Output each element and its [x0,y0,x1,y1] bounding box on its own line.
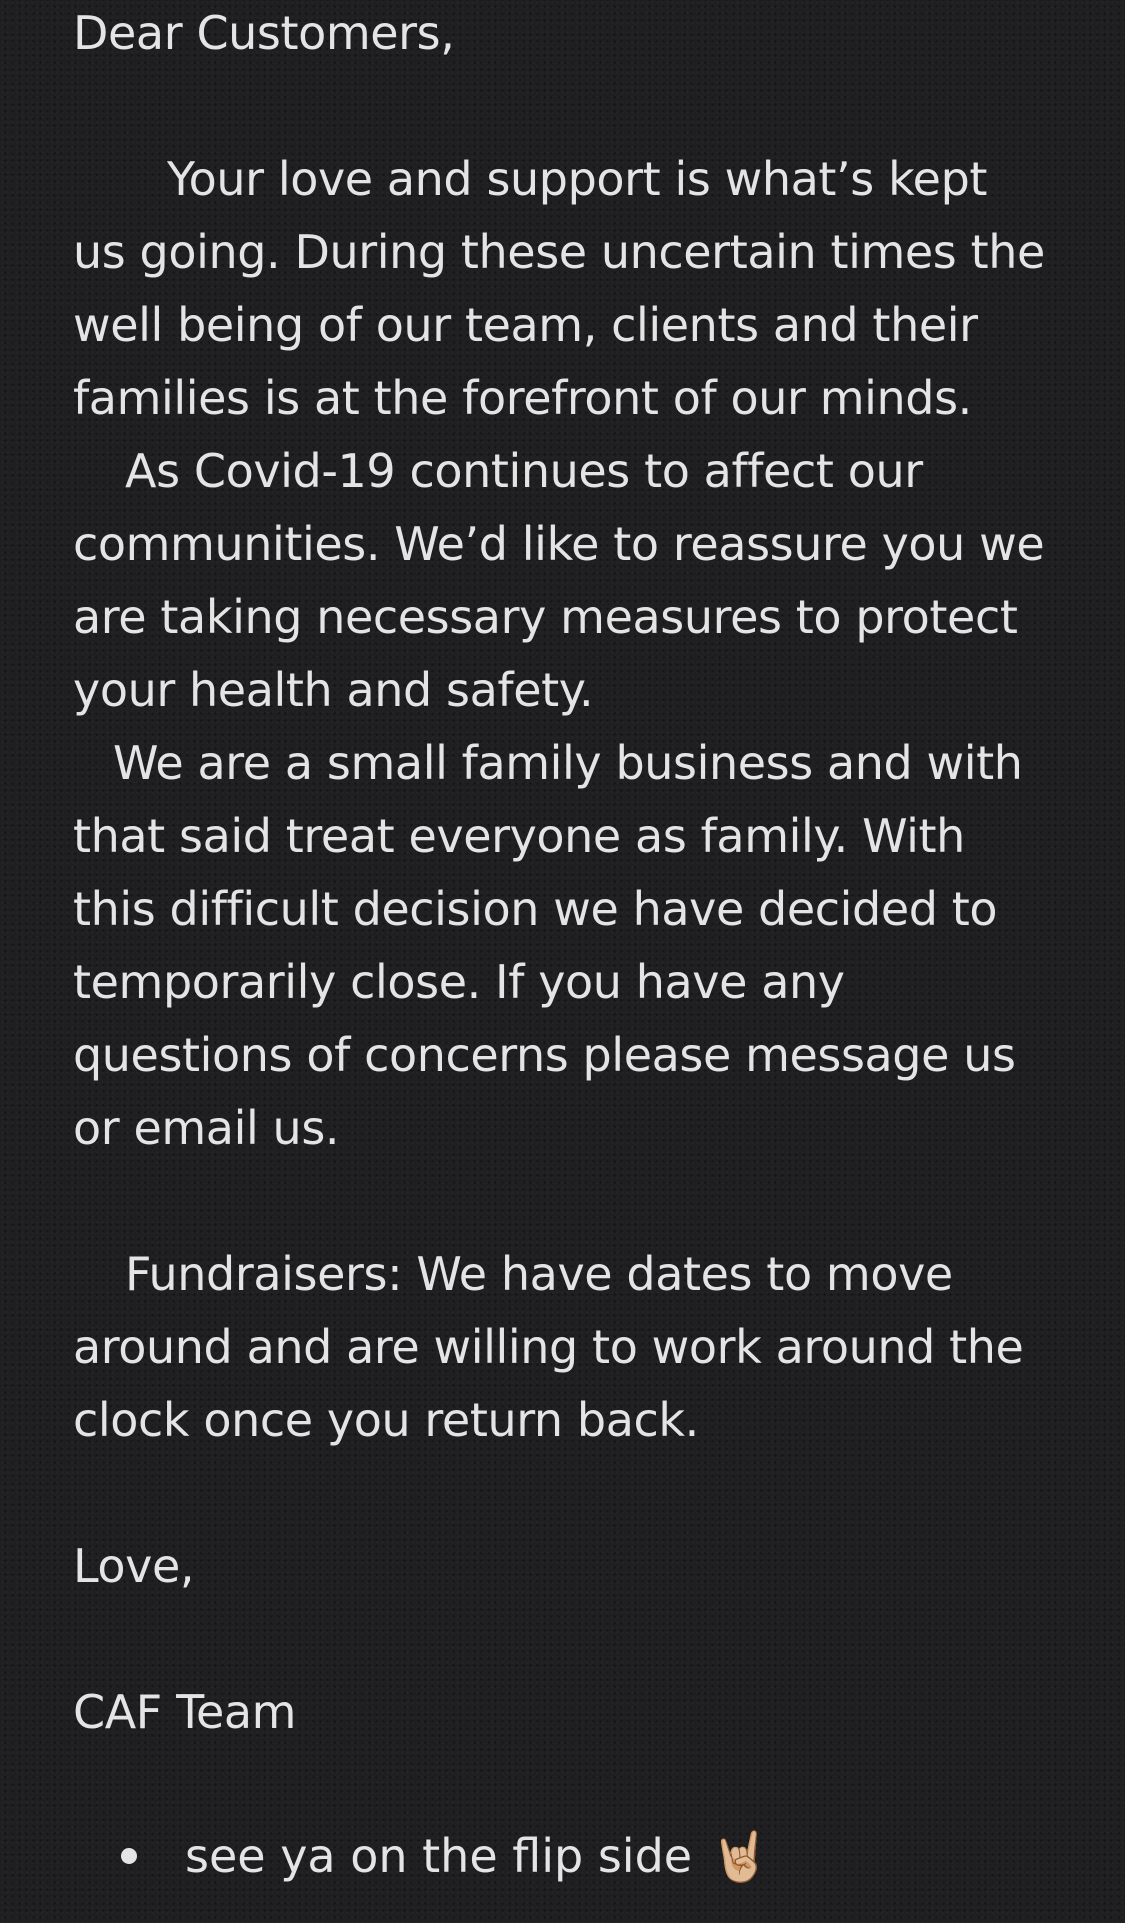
paragraph-1-line: families is at the forefront of our minds. [73,371,972,425]
paragraph-1-line: Your love and support is what’s kept [167,152,988,206]
paragraph-2-line: As Covid-19 continues to affect our [125,444,923,498]
bullet-list-item[interactable] [121,1816,770,1896]
blank-line [73,1457,1083,1530]
paragraph-3-line: this difficult decision we have decided to [73,882,998,936]
paragraph-1-line: us going. During these uncertain times the [73,225,1045,279]
rock-on-hand-icon: 🤘🏼 [710,1828,770,1885]
blank-line [73,1603,1083,1676]
greeting: Dear Customers, [73,6,455,60]
paragraph-4-line: around and are willing to work around the [73,1320,1024,1374]
paragraph-4-line: Fundraisers: We have dates to move [125,1247,953,1301]
signature: CAF Team [73,1685,297,1739]
paragraph-3-line: that said treat everyone as family. With [73,809,965,863]
paragraph-3-line: We are a small family business and with [113,736,1023,790]
blank-line [73,70,1083,143]
blank-line [73,1165,1083,1238]
paragraph-3-line: questions of concerns please message us [73,1028,1016,1082]
paragraph-2-line: communities. We’d like to reassure you we [73,517,1045,571]
paragraph-1-line: well being of our team, clients and their [73,298,978,352]
paragraph-2-line: are taking necessary measures to protect [73,590,1018,644]
paragraph-3-line: or email us. [73,1101,340,1155]
paragraph-2-line: your health and safety. [73,663,594,717]
note-body[interactable] [73,0,1083,1749]
bullet-text: see ya on the flip side [185,1829,693,1883]
paragraph-3-line: temporarily close. If you have any [73,955,845,1009]
bullet-icon [121,1848,137,1864]
closing: Love, [73,1539,195,1593]
paragraph-4-line: clock once you return back. [73,1393,699,1447]
